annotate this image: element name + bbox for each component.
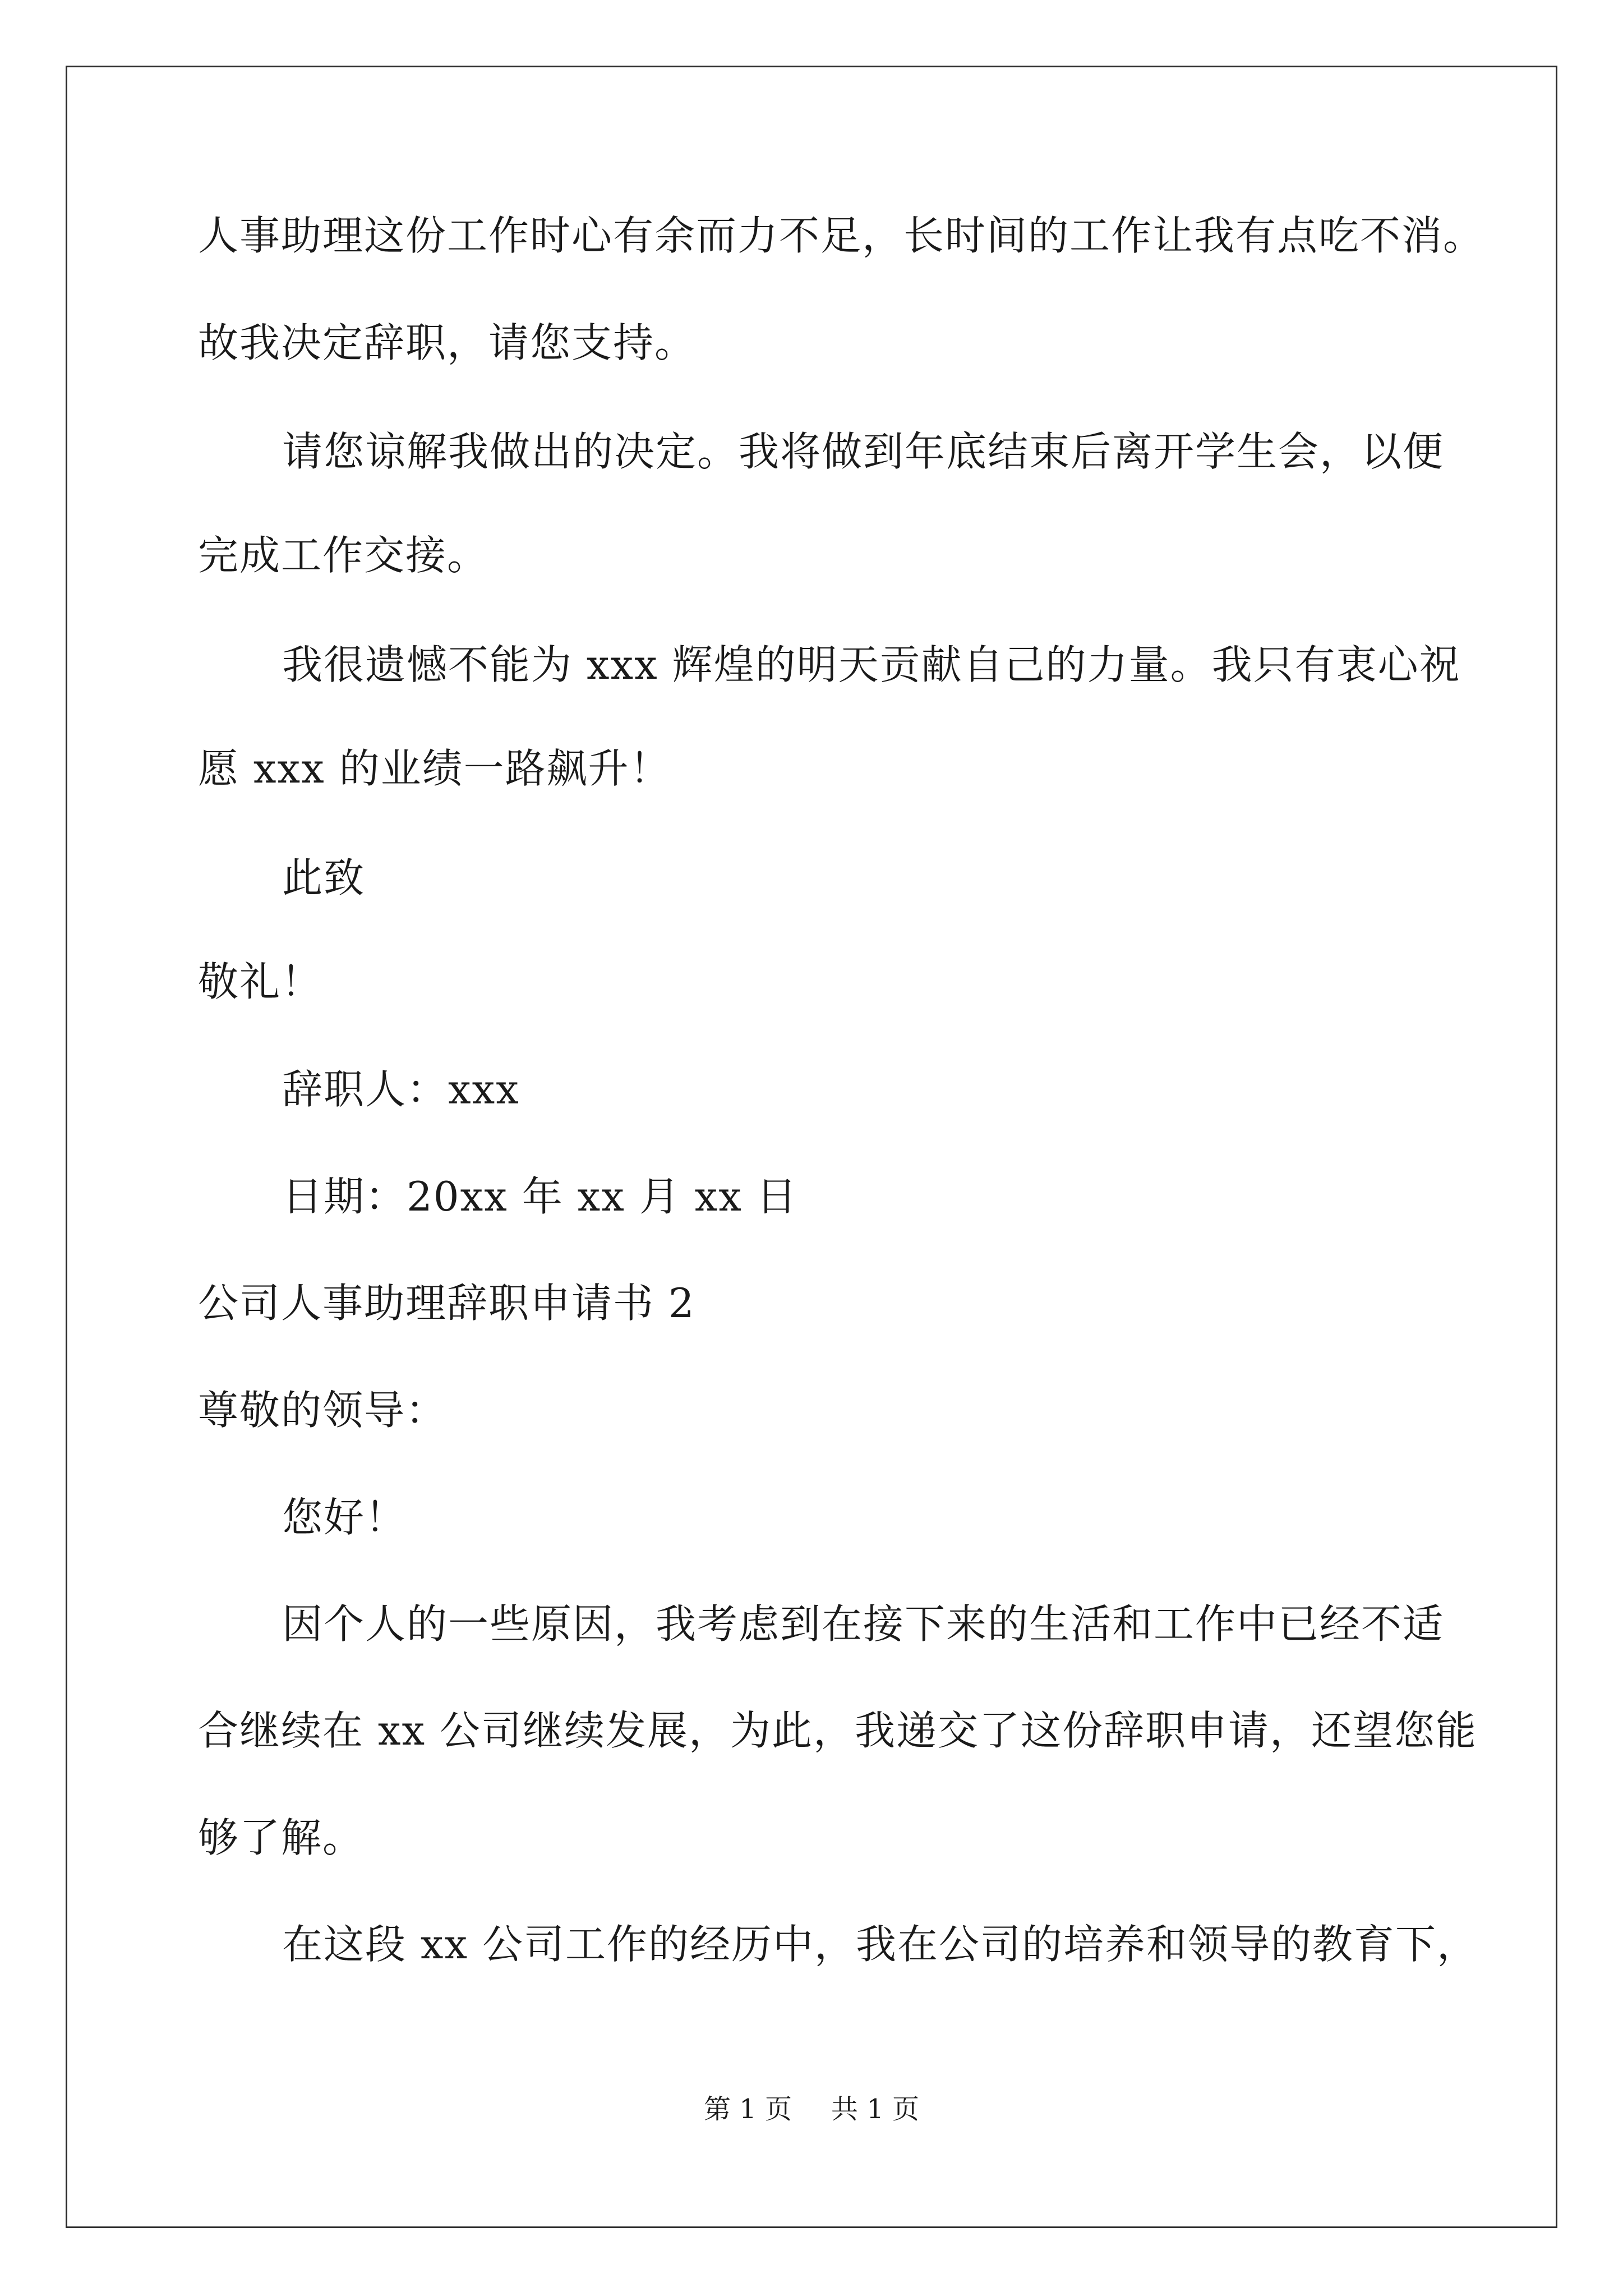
body-line: 完成工作交接。 xyxy=(198,532,489,579)
page-border xyxy=(66,66,1557,2228)
section-title: 公司人事助理辞职申请书 2 xyxy=(198,1280,695,1327)
paragraph-line: 请您谅解我做出的决定。我将做到年底结束后离开学生会，以便 xyxy=(282,428,1445,475)
date-line: 日期：20xx 年 xx 月 xx 日 xyxy=(282,1173,798,1220)
paragraph-line: 因个人的一些原因，我考虑到在接下来的生活和工作中已经不适 xyxy=(282,1600,1445,1648)
page-number: 第 1 页 xyxy=(703,2093,792,2125)
salutation-line: 敬礼！ xyxy=(198,958,323,1005)
signature-line: 辞职人：xxx xyxy=(282,1066,520,1113)
body-line: 人事助理这份工作时心有余而力不足，长时间的工作让我有点吃不消。 xyxy=(198,212,1485,259)
closing-line: 此致 xyxy=(282,854,366,901)
body-line: 愿 xxx 的业绩一路飙升！ xyxy=(198,745,671,792)
greeting-line: 尊敬的领导： xyxy=(198,1387,448,1434)
body-line: 够了解。 xyxy=(198,1814,365,1861)
paragraph-line: 在这段 xx 公司工作的经历中，我在公司的培养和领导的教育下， xyxy=(282,1921,1478,1968)
greeting-line: 您好！ xyxy=(282,1494,407,1541)
body-line: 故我决定辞职，请您支持。 xyxy=(198,319,697,366)
page-total: 共 1 页 xyxy=(831,2093,920,2125)
body-line: 合继续在 xx 公司继续发展，为此，我递交了这份辞职申请，还望您能 xyxy=(198,1707,1477,1754)
page-footer xyxy=(0,2092,1623,2126)
paragraph-line: 我很遗憾不能为 xxx 辉煌的明天贡献自己的力量。我只有衷心祝 xyxy=(282,641,1461,688)
